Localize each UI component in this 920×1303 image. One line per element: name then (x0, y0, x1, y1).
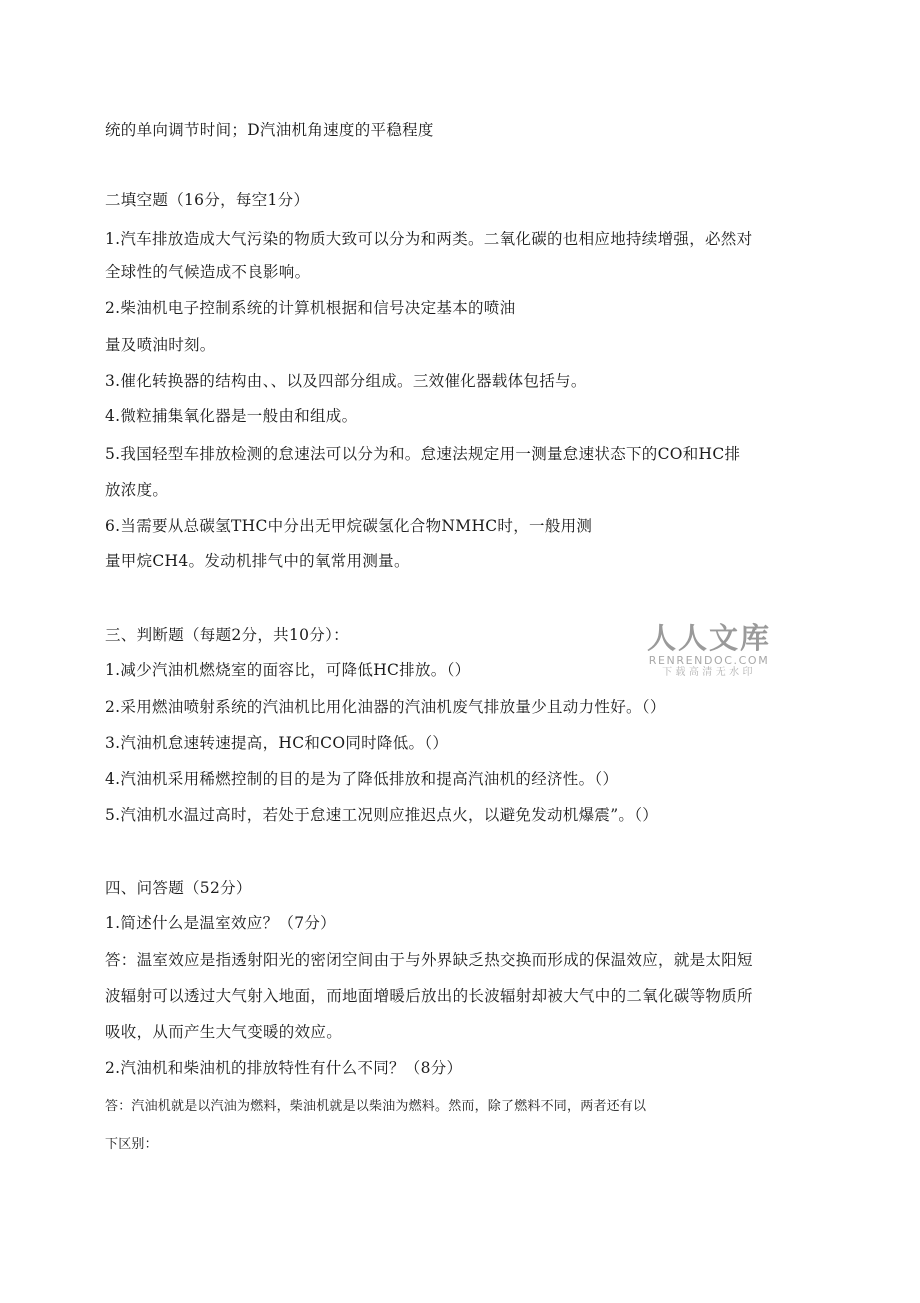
text-line: 放浓度。 (105, 481, 169, 499)
text-line: 吸收，从而产生大气变暖的效应。 (105, 1023, 343, 1041)
text-line: 5.汽油机水温过高时，若处于怠速工况则应推迟点火，以避免发动机爆震”。（） (105, 806, 659, 824)
section-heading-questions: 四、问答题（52分） (105, 879, 252, 897)
text-line: 答：温室效应是指透射阳光的密闭空间由于与外界缺乏热交换而形成的保温效应，就是太阳短 (105, 951, 753, 969)
text-line: 统的单向调节时间；D汽油机角速度的平稳程度 (105, 121, 434, 139)
text-line: 下区别： (105, 1137, 158, 1152)
text-line: 4.微粒捕集氧化器是一般由和组成。 (105, 407, 358, 425)
text-line: 2.柴油机电子控制系统的计算机根据和信号决定基本的喷油 (105, 299, 516, 317)
text-line: 波辐射可以透过大气射入地面，而地面增暖后放出的长波辐射却被大气中的二氧化碳等物质所 (105, 987, 753, 1005)
watermark-domain: RENRENDOC.COM (648, 654, 770, 667)
text-line: 全球性的气候造成不良影响。 (105, 263, 311, 281)
text-line: 量甲烷CH4。发动机排气中的氧常用测量。 (105, 552, 410, 570)
watermark-title: 人人文库 (646, 621, 771, 655)
watermark-tagline: 下载高清无水印 (662, 667, 756, 678)
text-line: 答：汽油机就是以汽油为燃料，柴油机就是以柴油为燃料。然而，除了燃料不同，两者还有以 (105, 1099, 647, 1114)
text-line: 1.减少汽油机燃烧室的面容比，可降低HC排放。（） (105, 661, 471, 679)
section-heading-fill-blank: 二填空题（16分，每空1分） (105, 191, 310, 209)
text-line: 3.催化转换器的结构由、、以及四部分组成。三效催化器载体包括与。 (105, 372, 587, 390)
text-line: 2.采用燃油喷射系统的汽油机比用化油器的汽油机废气排放量少且动力性好。（） (105, 698, 666, 716)
text-line: 4.汽油机采用稀燃控制的目的是为了降低排放和提高汽油机的经济性。（） (105, 770, 619, 788)
text-line: 量及喷油时刻。 (105, 336, 216, 354)
text-line: 1.汽车排放造成大气污染的物质大致可以分为和两类。二氧化碳的也相应地持续增强，必然对 (105, 230, 753, 248)
text-line: 2.汽油机和柴油机的排放特性有什么不同？（8分） (105, 1059, 463, 1077)
text-line: 5.我国轻型车排放检测的怠速法可以分为和。怠速法规定用一测量怠速状态下的CO和HC排 (105, 445, 741, 463)
section-heading-true-false: 三、判断题（每题2分，共10分）： (105, 626, 349, 644)
watermark-logo (644, 622, 774, 679)
text-line: 3.汽油机怠速转速提高，HC和CO同时降低。（） (105, 734, 449, 752)
text-line: 1.简述什么是温室效应？（7分） (105, 914, 336, 932)
text-line: 6.当需要从总碳氢THC中分出无甲烷碳氢化合物NMHC时，一般用测 (105, 517, 593, 535)
